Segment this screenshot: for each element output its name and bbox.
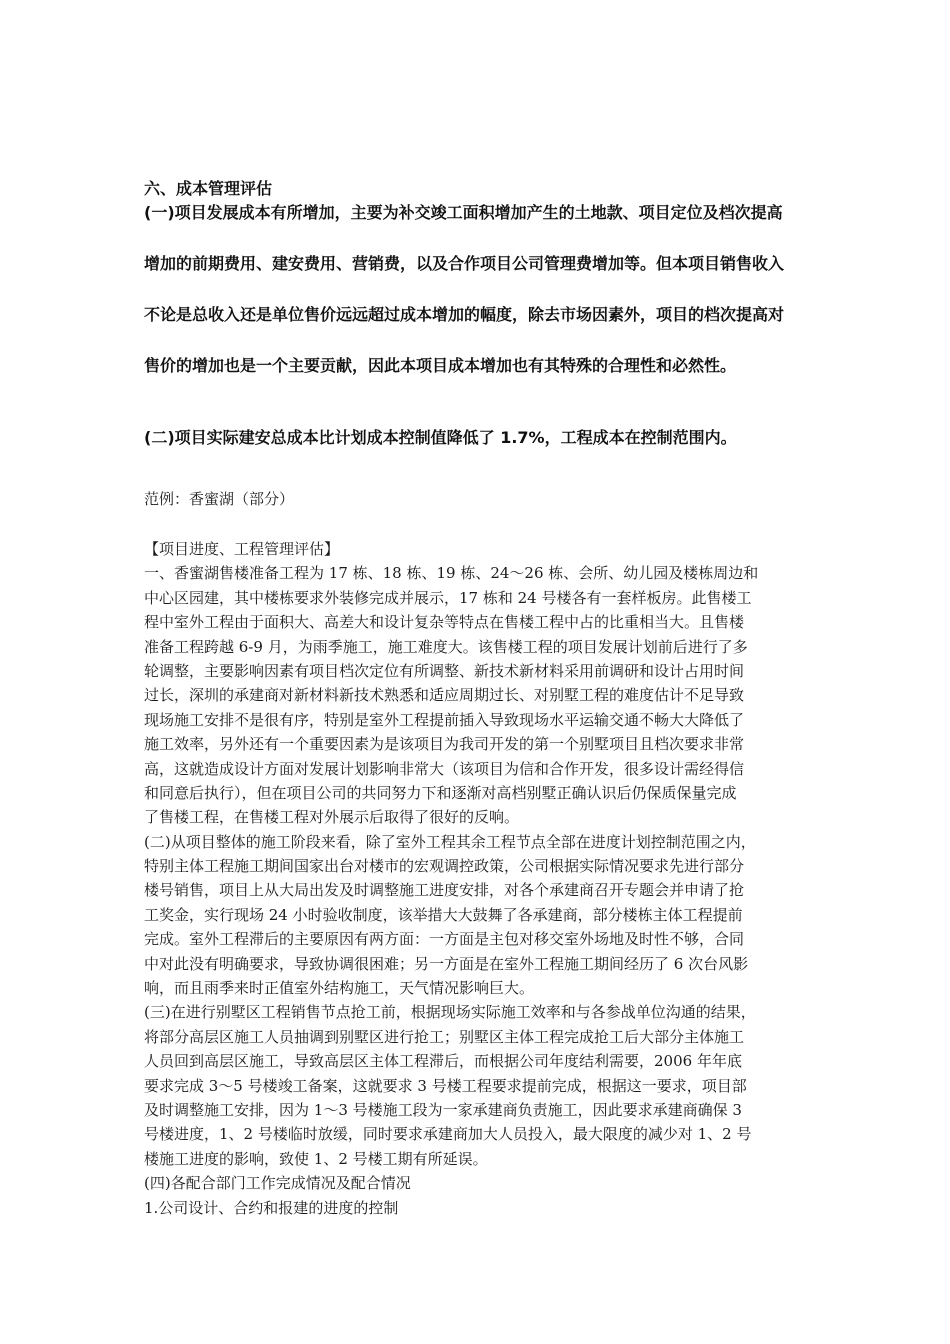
- text-line: 不论是总收入还是单位售价远远超过成本增加的幅度，除去市场因素外，项目的档次提高对: [144, 305, 785, 324]
- text-line: 了售楼工程，在售楼工程对外展示后取得了很好的反响。: [144, 808, 520, 827]
- text-line: 人员回到高层区施工，导致高层区主体工程滞后，而根据公司年度结利需要，2006 年年底: [144, 1052, 742, 1071]
- example-label: 范例：香蜜湖（部分）: [144, 490, 295, 508]
- text-line: 工奖金，实行现场 24 小时验收制度，该举措大大鼓舞了各承建商，部分楼栋主体工程提前: [144, 905, 743, 924]
- text-line: (三)在进行别墅区工程销售节点抢工前，根据现场实际施工效率和与各参战单位沟通的结果，: [144, 1003, 756, 1022]
- section-title: 六、成本管理评估: [144, 179, 273, 198]
- cost-paragraph-1: [144, 203, 824, 407]
- text-line: 楼施工进度的影响，致使 1、2 号楼工期有所延误。: [144, 1149, 488, 1168]
- text-line: (二)项目实际建安总成本比计划成本控制值降低了 1.7%，工程成本在控制范围内。: [144, 428, 737, 447]
- text-line: 1.公司设计、合约和报建的进度的控制: [144, 1198, 399, 1217]
- text-line: 程中室外工程由于面积大、高差大和设计复杂等特点在售楼工程中占的比重相当大。且售楼: [144, 613, 745, 632]
- text-line: 中心区园建，其中楼栋要求外装修完成并展示，17 栋和 24 号楼各有一套样板房。此售楼工: [144, 588, 752, 607]
- text-line: 高，这就造成设计方面对发展计划影响非常大（该项目为信和合作开发，很多设计需经得信: [144, 759, 745, 778]
- text-line: 要求完成 3～5 号楼竣工备案，这就要求 3 号楼工程要求提前完成，根据这一要求，项目部: [144, 1076, 747, 1095]
- text-line: 特别主体工程施工期间国家出台对楼市的宏观调控政策，公司根据实际情况要求先进行部分: [144, 857, 745, 876]
- text-line: 将部分高层区施工人员抽调到别墅区进行抢工；别墅区主体工程完成抢工后大部分主体施工: [144, 1027, 745, 1046]
- text-line: 现场施工安排不是很有序，特别是室外工程提前插入导致现场水平运输交通不畅大大降低了: [144, 710, 745, 729]
- cost-paragraph-2: [144, 428, 824, 479]
- text-line: 和同意后执行），但在项目公司的共同努力下和逐渐对高档别墅正确认识后仍保质保量完成: [144, 783, 737, 802]
- text-line: 过长，深圳的承建商对新材料新技术熟悉和适应周期过长、对别墅工程的难度估计不足导致: [144, 686, 745, 705]
- text-line: 准备工程跨越 6-9 月，为雨季施工，施工难度大。该售楼工程的项目发展计划前后进行了多: [144, 637, 748, 656]
- text-line: 轮调整，主要影响因素有项目档次定位有所调整、新技术新材料采用前调研和设计占用时间: [144, 661, 745, 680]
- text-line: 一、香蜜湖售楼准备工程为 17 栋、18 栋、19 栋、24～26 栋、会所、幼儿园及楼栋周边和: [144, 564, 759, 583]
- text-line: 楼号销售，项目上从大局出发及时调整施工进度安排，对各个承建商召开专题会并申请了抢: [144, 881, 745, 900]
- text-line: 及时调整施工安排，因为 1～3 号楼施工段为一家承建商负责施工，因此要求承建商确保 3: [144, 1100, 742, 1119]
- text-line: 售价的增加也是一个主要贡献，因此本项目成本增加也有其特殊的合理性和必然性。: [144, 356, 737, 375]
- text-line: (二)从项目整体的施工阶段来看，除了室外工程其余工程节点全部在进度计划控制范围之内，: [144, 832, 756, 851]
- text-line: 完成。室外工程滞后的主要原因有两方面：一方面是主包对移交室外场地及时性不够，合同: [144, 930, 745, 949]
- text-line: 增加的前期费用、建安费用、营销费，以及合作项目公司管理费增加等。但本项目销售收入: [144, 254, 785, 273]
- text-line: 号楼进度，1、2 号楼临时放缓，同时要求承建商加大人员投入，最大限度的减少对 1、2 号: [144, 1125, 752, 1144]
- text-line: 中对此没有明确要求，导致协调很困难；另一方面是在室外工程施工期间经历了 6 次台风影: [144, 954, 749, 973]
- body-text: [144, 537, 844, 1220]
- body-subtitle: 【项目进度、工程管理评估】: [144, 540, 340, 558]
- text-line: (四)各配合部门工作完成情况及配合情况: [144, 1174, 411, 1193]
- text-line: (一)项目发展成本有所增加，主要为补交竣工面积增加产生的土地款、项目定位及档次提高: [144, 203, 783, 222]
- text-line: 施工效率，另外还有一个重要因素为是该项目为我司开发的第一个别墅项目且档次要求非常: [144, 735, 745, 754]
- text-line: 响，而且雨季来时正值室外结构施工，天气情况影响巨大。: [144, 979, 535, 998]
